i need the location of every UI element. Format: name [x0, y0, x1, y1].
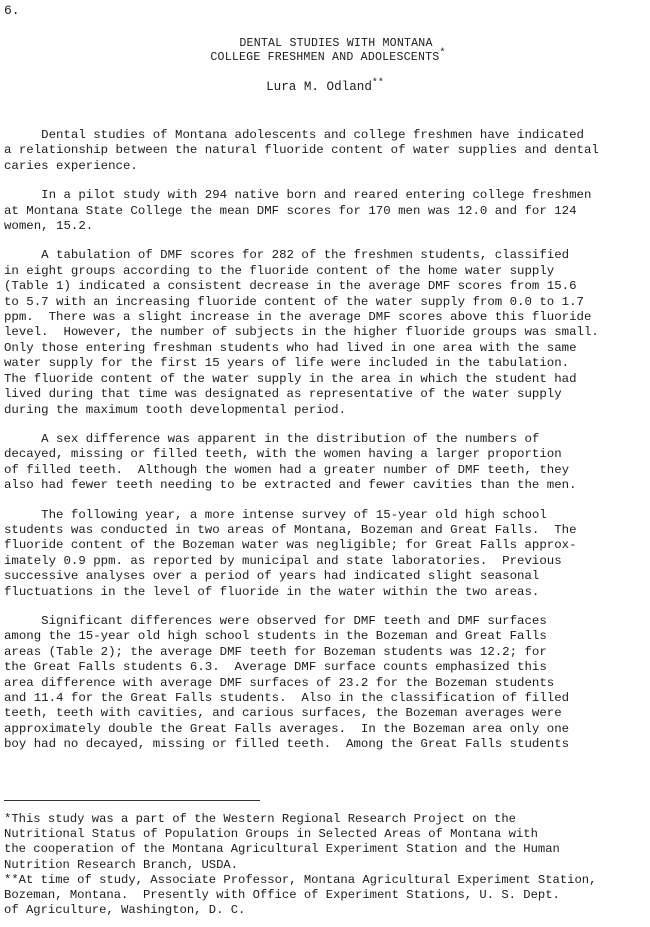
paragraph-line: decayed, missing or filled teeth, with the women having a larger proportion [4, 447, 562, 462]
footnote-divider [4, 800, 260, 801]
paragraph-line: caries experience. [4, 158, 138, 173]
paragraph-line: level. However, the number of subjects in the higher fluoride groups was small. [4, 325, 599, 340]
paragraph-line: (Table 1) indicated a consistent decrease in the average DMF scores from 15.6 [4, 279, 577, 294]
paragraph [4, 248, 646, 417]
paragraph [4, 508, 646, 600]
page-number: 6. [4, 3, 20, 18]
paragraph-line: imately 0.9 ppm. as reported by municipal and state laboratories. Previous [4, 553, 562, 568]
author-footnote-mark: ** [371, 77, 384, 89]
title-block [0, 37, 650, 64]
footnote [4, 812, 646, 873]
paragraph-line: Significant differences were observed for DMF teeth and DMF surfaces [4, 613, 547, 628]
author-name: Lura M. Odland [266, 80, 372, 94]
paragraph-line: lived during that time was designated as representative of the water supply [4, 387, 562, 402]
paragraph-line: boy had no decayed, missing or filled teeth. Among the Great Falls students [4, 737, 570, 752]
paragraph [4, 128, 646, 174]
footnotes [4, 812, 646, 918]
paragraph [4, 188, 646, 234]
paragraph-line: area difference with average DMF surfaces of 23.2 for the Bozeman students [4, 675, 555, 690]
title-footnote-mark: * [439, 47, 446, 59]
footnote-line: Nutritional Status of Population Groups in Selected Areas of Montana with [4, 827, 538, 842]
paragraph-line: fluctuations in the level of fluoride in the water within the two areas. [4, 584, 540, 599]
footnote [4, 873, 646, 919]
paragraph-line: of filled teeth. Although the women had a greater number of DMF teeth, they [4, 462, 570, 477]
paragraph-line: successive analyses over a period of years had indicated slight seasonal [4, 569, 540, 584]
paragraph-line: areas (Table 2); the average DMF teeth for Bozeman students was 12.2; for [4, 644, 547, 659]
paragraph-line: women, 15.2. [4, 219, 94, 234]
paragraph-line: fluoride content of the Bozeman water was negligible; for Great Falls approx- [4, 538, 577, 553]
paragraph-line: also had fewer teeth needing to be extracted and fewer cavities than the men. [4, 478, 577, 493]
paragraph-line: Only those entering freshman students who had lived in one area with the same [4, 340, 577, 355]
paragraph [4, 432, 646, 494]
footnote-line: **At time of study, Associate Professor, Montana Agricultural Experiment Station, [4, 872, 597, 887]
body-text [4, 128, 646, 767]
paragraph-line: The following year, a more intense survey of 15-year old high school [4, 507, 547, 522]
footnote-line: of Agriculture, Washington, D. C. [4, 903, 246, 918]
paragraph-line: water supply for the first 15 years of life were included in the tabulation. [4, 356, 570, 371]
paragraph-line: A sex difference was apparent in the distribution of the numbers of [4, 431, 540, 446]
paragraph [4, 614, 646, 753]
paragraph-line: In a pilot study with 294 native born and reared entering college freshmen [4, 188, 592, 203]
title-line-2 [6, 47, 650, 65]
footnote-line: Bozeman, Montana. Presently with Office of Experiment Stations, U. S. Dept. [4, 888, 560, 903]
paragraph-line: in eight groups according to the fluoride content of the home water supply [4, 263, 555, 278]
paragraph-line: among the 15-year old high school students in the Bozeman and Great Falls [4, 629, 547, 644]
footnote-line: Nutrition Research Branch, USDA. [4, 857, 239, 872]
paragraph-line: to 5.7 with an increasing fluoride content of the water supply from 0.0 to 1.7 [4, 294, 584, 309]
title-line-1: DENTAL STUDIES WITH MONTANA [239, 37, 433, 50]
paragraph-line: a relationship between the natural fluoride content of water supplies and dental [4, 143, 599, 158]
paragraph-line: and 11.4 for the Great Falls students. Also in the classification of filled [4, 691, 570, 705]
paragraph-line: Dental studies of Montana adolescents and college freshmen have indicated [4, 128, 584, 142]
paragraph-line: A tabulation of DMF scores for 282 of the freshmen students, classified [4, 248, 570, 263]
paragraph-line: approximately double the Great Falls averages. In the Bozeman area only one [4, 721, 570, 736]
title-line-2-text: COLLEGE FRESHMEN AND ADOLESCENTS [210, 50, 440, 64]
footnote-line: the cooperation of the Montana Agricultural Experiment Station and the Human [4, 842, 560, 857]
paragraph-line: the Great Falls students 6.3. Average DMF surface counts emphasized this [4, 660, 547, 675]
footnote-line: *This study was a part of the Western Regional Research Project on the [4, 812, 516, 826]
paragraph-line: ppm. There was a slight increase in the average DMF scores above this fluoride [4, 310, 592, 325]
paragraph-line: The fluoride content of the water supply in the area in which the student had [4, 371, 577, 386]
paragraph-line: during the maximum tooth developmental period. [4, 402, 347, 417]
paragraph-line: at Montana State College the mean DMF scores for 170 men was 12.0 and for 124 [4, 203, 577, 218]
paragraph-line: teeth, teeth with cavities, and carious surfaces, the Bozeman averages were [4, 706, 562, 721]
author-line [0, 77, 650, 95]
paragraph-line: students was conducted in two areas of Montana, Bozeman and Great Falls. The [4, 522, 577, 537]
